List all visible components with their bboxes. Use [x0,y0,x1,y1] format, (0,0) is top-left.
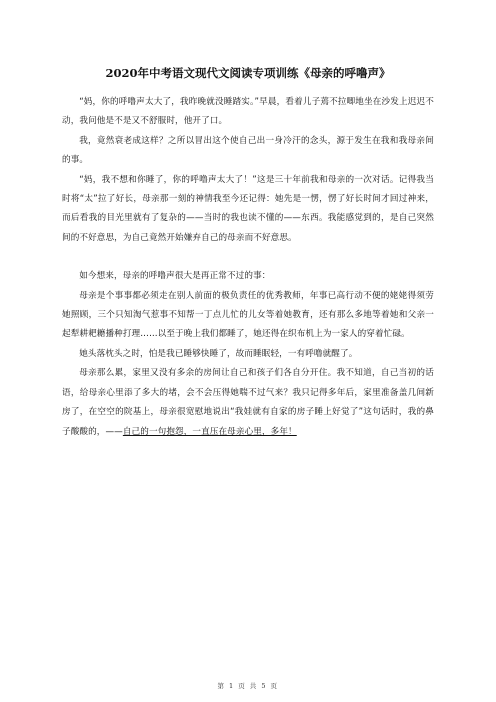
document-body [62,93,434,442]
document-title: 2020年中考语文现代文阅读专项训练《母亲的呼噜声》 [105,66,391,80]
paragraph-5: 母亲是个事事都必须走在别人前面的极负责任的优秀教师，年事已高行动不便的姥姥得须劳她照顾，三个只知淘气惹事不知帮一丁点儿忙的儿女等着她教育，还有那么多地等着她和父亲一起犁耕耙耱播种打理……以至于晚上我们都睡了，她还得在织布机上为一家人的穿着忙碌。 [62,290,434,340]
paragraph-3: “妈，我不想和你睡了，你的呼噜声太大了！”这是三十年前我和母亲的一次对话。记得我当时将“太”拉了好长，母亲那一刻的神情我至今还记得：她先是一愣，愣了好长时间才回过神来，而后看我的目光里就有了复杂的——当时的我也读不懂的——东西。我能感觉到的，是自己突然间的不好意思，为自己竟然开始嫌弃自己的母亲而不好意思。 [62,174,434,243]
paragraph-6: 她头落枕头之时，怕是我已睡够快睡了，故而睡眠轻，一有呼噜就醒了。 [79,348,358,359]
paragraph-7 [62,364,434,442]
paragraph-7-text: 母亲那么累，家里又没有多余的房间让自己和孩子们各自分开住。我不知道，自己当初的话语，给母亲心里添了多大的堵，会不会压得她喘不过气来？我只记得多年后，家里准备盖几间新房了，在空空的院基上，母亲很宽慰地说出“我娃就有自家的房子睡上好觉了”这句话时，我的鼻子酸酸的，—— [62,368,434,437]
paragraph-gap [62,248,434,267]
paragraph-1: “妈，你的呼噜声太大了，我昨晚就没睡踏实。”早晨，看着儿子蔫不拉唧地坐在沙发上迟迟不动，我问他是不是又不舒服时，他开了口。 [62,97,434,127]
underlined-sentence: 自己的一句抱怨，一直压在母亲心里，多年！ [122,426,297,437]
page-footer: 第 1 页 共 5 页 [217,682,279,690]
paragraph-2: 我，竟然衰老成这样？之所以冒出这个使自己出一身冷汗的念头，源于发生在我和我母亲间的事。 [62,135,434,166]
paragraph-4: 如今想来，母亲的呼噜声很大是再正常不过的事： [79,271,271,282]
